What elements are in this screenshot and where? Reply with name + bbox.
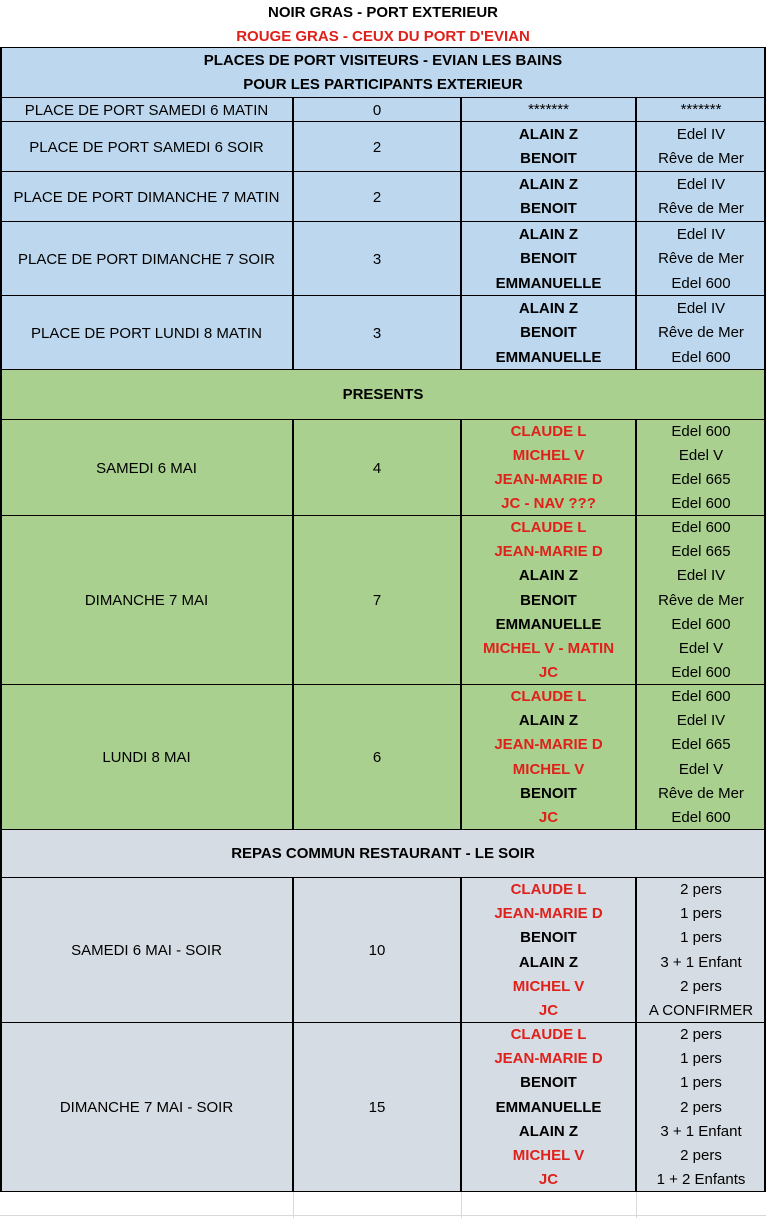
boat-or-count: 2 pers [680,1098,722,1116]
boat-or-count: Edel V [678,639,724,657]
row-label: PLACE DE PORT SAMEDI 6 SOIR [29,138,264,156]
row-label: DIMANCHE 7 MAI - SOIR [59,1099,234,1116]
participant-names [461,222,636,296]
column-border [292,878,294,1023]
participant-name: ALAIN Z [518,953,579,971]
participant-name: CLAUDE L [510,881,587,899]
boat-or-count: 1 + 2 Enfants [656,1170,746,1188]
participant-name: JC - NAV ??? [501,495,596,512]
boat-or-count: ******* [680,101,722,118]
participant-name: CLAUDE L [510,1026,587,1044]
column-border [292,1023,294,1192]
participant-name: BENOIT [520,784,577,802]
column-border [635,685,637,830]
participant-name: JC [538,663,559,681]
boat-or-count: Edel IV [676,299,726,317]
participant-name: CLAUDE L [510,423,587,440]
row-border [0,1215,766,1216]
column-border [460,685,462,830]
boat-or-count: Edel 665 [671,543,731,561]
legend-black: NOIR GRAS - PORT EXTERIEUR [267,3,499,21]
participant-name: JC [538,1170,559,1188]
participant-names [461,878,636,1023]
participant-name: JC [538,808,559,826]
column-border [460,878,462,1023]
participant-name: MICHEL V [512,1146,585,1164]
column-border [292,222,294,296]
column-border [460,122,462,172]
boat-or-count-list [636,98,766,122]
column-border [460,98,462,122]
section_ports-row [0,122,766,172]
column-border [635,122,637,172]
section_ports-title-row [0,48,766,98]
column-border [460,222,462,296]
boat-or-count-list [636,296,766,370]
column-border [636,1192,637,1218]
column-border [635,296,637,370]
participant-names [461,172,636,222]
boat-or-count-list [636,516,766,685]
column-border [293,1192,294,1218]
participant-name: ALAIN Z [518,1122,579,1140]
column-border [292,172,294,222]
column-border [635,878,637,1023]
boat-or-count-list [636,685,766,830]
column-border [635,420,637,516]
boat-or-count: 2 pers [680,1026,722,1044]
boat-or-count: Edel 665 [671,471,731,488]
column-border [0,370,2,830]
column-border [0,48,2,370]
boat-or-count-list [636,122,766,172]
participant-names [461,98,636,122]
participant-name: ******* [528,101,569,118]
legend-red: ROUGE GRAS - CEUX DU PORT D'EVIAN [236,27,530,45]
participant-name: CLAUDE L [510,688,587,706]
boat-or-count: 3 + 1 Enfant [660,1122,742,1140]
participant-name: JC [538,1001,559,1019]
section_ports-title-line: POUR LES PARTICIPANTS EXTERIEUR [243,76,523,94]
section_presents-title-row [0,370,766,420]
section_ports-row [0,172,766,222]
column-border [292,420,294,516]
boat-or-count: Edel 600 [671,615,731,633]
row-label: DIMANCHE 7 MAI [84,592,209,609]
column-border [635,172,637,222]
row-count: 4 [372,459,382,477]
boat-or-count: Edel 600 [671,808,731,826]
section_ports-row [0,98,766,122]
participant-name: BENOIT [520,1074,577,1092]
column-border [460,296,462,370]
boat-or-count: Edel 600 [671,348,731,366]
row-count: 6 [372,749,382,766]
boat-or-count: Edel 600 [671,423,731,440]
participant-names [461,516,636,685]
row-count: 2 [372,188,382,206]
section_presents-row [0,685,766,830]
boat-or-count: 1 pers [680,1050,722,1068]
participant-name: JEAN-MARIE D [494,1050,603,1068]
boat-or-count: Edel 600 [671,688,731,706]
column-border [635,1023,637,1192]
boat-or-count: Rêve de Mer [658,784,744,802]
participant-name: EMMANUELLE [495,274,602,292]
column-border [635,98,637,122]
participant-name: BENOIT [520,200,577,218]
column-border [0,830,2,1192]
boat-or-count: Edel IV [676,175,726,193]
row-label: PLACE DE PORT DIMANCHE 7 SOIR [17,250,275,268]
section_ports-row [0,296,766,370]
participant-name: ALAIN Z [518,125,579,143]
section_repas-row [0,1023,766,1192]
boat-or-count-list [636,1023,766,1192]
boat-or-count: Rêve de Mer [658,591,744,609]
section_ports-title [0,48,766,98]
column-border [460,516,462,685]
participant-name: ALAIN Z [518,225,579,243]
row-label: SAMEDI 6 MAI - SOIR [71,942,222,959]
boat-or-count-list [636,172,766,222]
row-label: PLACE DE PORT SAMEDI 6 MATIN [24,101,269,119]
column-border [292,98,294,122]
row-count: 10 [368,942,386,959]
boat-or-count: 2 pers [680,977,722,995]
section_presents-title-line: PRESENTS [342,386,424,403]
section_repas-row [0,878,766,1023]
participant-name: BENOIT [520,250,577,267]
column-border [292,685,294,830]
participant-name: BENOIT [520,591,577,609]
row-count: 15 [368,1099,386,1116]
participant-name: CLAUDE L [510,519,587,537]
participant-name: BENOIT [520,929,577,947]
boat-or-count: Edel 600 [671,274,731,292]
row-label: PLACE DE PORT LUNDI 8 MATIN [31,324,262,342]
participant-name: JEAN-MARIE D [494,905,603,923]
column-border [460,1023,462,1192]
participant-name: JEAN-MARIE D [494,543,603,561]
participant-names [461,296,636,370]
section_ports-title-line: PLACES DE PORT VISITEURS - EVIAN LES BAINS [203,51,563,69]
boat-or-count: 2 pers [680,1146,722,1164]
participant-names [461,122,636,172]
participant-name: JEAN-MARIE D [494,471,603,488]
section_ports-row [0,222,766,296]
row-count: 7 [372,592,382,609]
boat-or-count-list [636,878,766,1023]
boat-or-count: 3 + 1 Enfant [660,953,742,971]
participant-name: ALAIN Z [518,175,579,193]
row-label: LUNDI 8 MAI [102,749,191,766]
participant-name: BENOIT [520,150,577,168]
boat-or-count: A CONFIRMER [648,1001,754,1019]
column-border [460,172,462,222]
boat-or-count: Edel 600 [671,663,731,681]
boat-or-count: Rêve de Mer [658,250,744,267]
boat-or-count: Edel IV [676,225,726,243]
legend-red-row [0,24,766,48]
column-border [460,420,462,516]
participant-name: MICHEL V - MATIN [482,639,615,657]
column-border [461,1192,462,1218]
boat-or-count-list [636,420,766,516]
row-label: SAMEDI 6 MAI [96,459,197,477]
participant-name: MICHEL V [512,447,585,464]
boat-or-count: 2 pers [680,881,722,899]
column-border [292,296,294,370]
participant-name: MICHEL V [512,760,585,778]
boat-or-count: Edel 665 [671,736,731,754]
section_presents-title [0,370,766,420]
row-count: 0 [372,101,382,119]
section_repas-title-row [0,830,766,878]
participant-name: MICHEL V [512,977,585,995]
boat-or-count: 1 pers [680,905,722,923]
participant-names [461,1023,636,1192]
boat-or-count: Edel V [678,447,724,464]
boat-or-count: Edel 600 [671,519,731,537]
row-label: PLACE DE PORT DIMANCHE 7 MATIN [13,188,280,206]
boat-or-count: Edel V [678,760,724,778]
boat-or-count: Rêve de Mer [658,324,744,341]
boat-or-count: Edel 600 [671,495,731,512]
section_presents-row [0,420,766,516]
boat-or-count: Rêve de Mer [658,150,744,168]
participant-name: JEAN-MARIE D [494,736,603,754]
column-border [635,516,637,685]
boat-or-count: 1 pers [680,929,722,947]
participant-name: ALAIN Z [518,712,579,730]
participant-name: BENOIT [520,324,577,341]
participant-name: ALAIN Z [518,299,579,317]
participant-name: ALAIN Z [518,567,579,585]
boat-or-count: Rêve de Mer [658,200,744,218]
section_repas-title [0,830,766,878]
participant-names [461,685,636,830]
boat-or-count: 1 pers [680,1074,722,1092]
row-count: 3 [372,324,382,342]
row-count: 2 [372,138,382,156]
boat-or-count: Edel IV [676,567,726,585]
boat-or-count: Edel IV [676,712,726,730]
row-count: 3 [372,250,382,268]
section_presents-row [0,516,766,685]
boat-or-count: Edel IV [676,125,726,143]
column-border [292,122,294,172]
legend-black-row [0,0,766,24]
participant-name: EMMANUELLE [495,348,602,366]
section_repas-title-line: REPAS COMMUN RESTAURANT - LE SOIR [231,845,535,862]
column-border [292,516,294,685]
participant-name: EMMANUELLE [495,615,602,633]
boat-or-count-list [636,222,766,296]
participant-names [461,420,636,516]
participant-name: EMMANUELLE [495,1098,602,1116]
column-border [635,222,637,296]
